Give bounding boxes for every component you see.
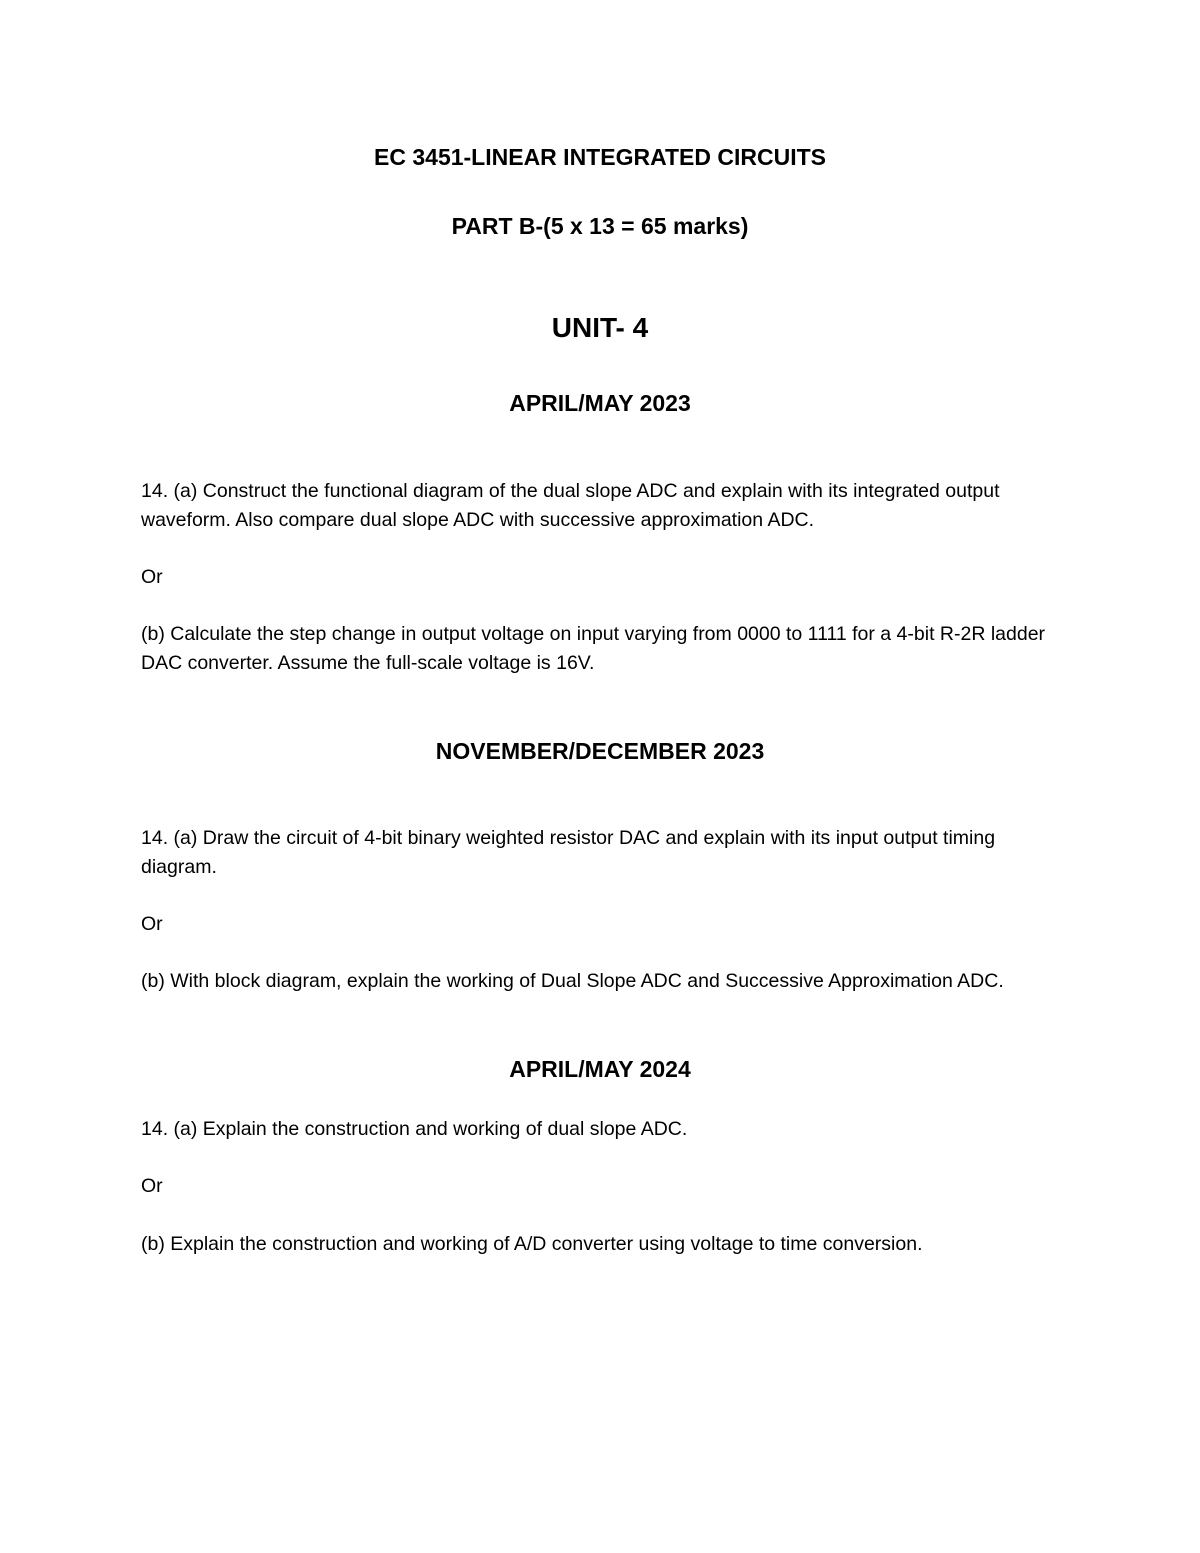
session-heading: APRIL/MAY 2023: [509, 390, 691, 416]
course-title: EC 3451-LINEAR INTEGRATED CIRCUITS: [374, 144, 826, 170]
or-separator: Or: [141, 1175, 163, 1197]
question-a: 14. (a) Explain the construction and working of dual slope ADC.: [141, 1118, 688, 1140]
part-heading: PART B-(5 x 13 = 65 marks): [451, 213, 749, 239]
session-heading: APRIL/MAY 2024: [509, 1056, 691, 1082]
question-b: (b) Explain the construction and working of A/D converter using voltage to time conversion.: [141, 1233, 923, 1255]
question-a: 14. (a) Construct the functional diagram of the dual slope ADC and explain with its integrated output waveform. Also compare dual slope ADC with successive approximation ADC.: [141, 480, 1000, 531]
question-b: (b) Calculate the step change in output voltage on input varying from 0000 to 1111 for a 4-bit R-2R ladder DAC converter. Assume the full-scale voltage is 16V.: [141, 623, 1046, 674]
or-separator: Or: [141, 913, 163, 935]
or-separator: Or: [141, 566, 163, 588]
question-b: (b) With block diagram, explain the working of Dual Slope ADC and Successive Approximation ADC.: [141, 970, 1004, 992]
unit-heading: UNIT- 4: [551, 312, 649, 343]
question-a: 14. (a) Draw the circuit of 4-bit binary weighted resistor DAC and explain with its input output timing diagram.: [141, 827, 996, 878]
session-heading: NOVEMBER/DECEMBER 2023: [435, 738, 765, 764]
